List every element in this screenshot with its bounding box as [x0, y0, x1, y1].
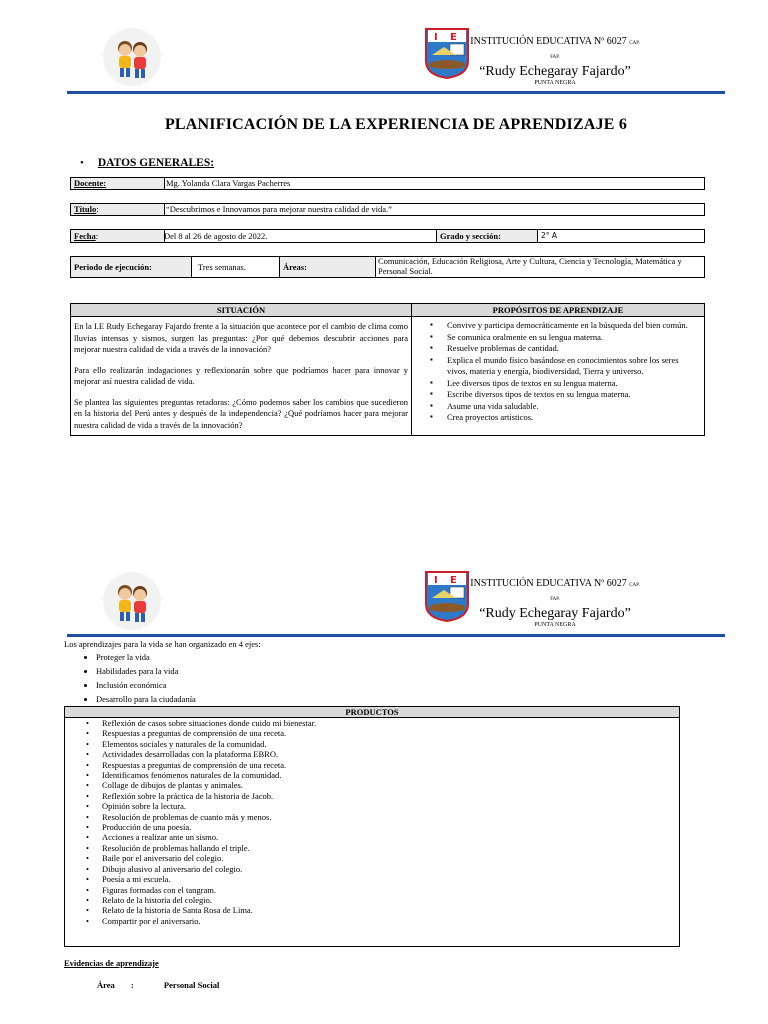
producto-item: • Elementos sociales y naturales de la comunidad.	[102, 739, 679, 749]
proposito-item: ▪ Escribe diversos tipos de textos en su lengua materna.	[447, 389, 701, 401]
school-header-text	[470, 578, 640, 629]
fecha-colon: :	[95, 231, 99, 241]
producto-item: • Respuestas a preguntas de comprensión de una receta.	[102, 760, 679, 770]
productos-header: PRODUCTOS	[65, 707, 679, 718]
productos-list	[65, 718, 679, 926]
situacion-paragraph: Se plantea las siguientes preguntas retadoras: ¿Cómo podemos saber los cambios que sucedieron en la historia del Perú antes y después de la independencia? ¿Qué podríamos hacer para mejorar nuestra calidad de vida a través de la innovación?	[74, 396, 408, 430]
svg-text:I: I	[434, 32, 438, 43]
producto-item: • Opinión sobre la lectura.	[102, 801, 679, 811]
evidencias-heading: Evidencias de aprendizaje	[64, 958, 159, 968]
producto-item: • Resolución de problemas hallando el triple.	[102, 843, 679, 853]
grado-label: Grado y sección:	[436, 230, 538, 242]
proposito-item: ▪ Se comunica oralmente en su lengua materna.	[447, 332, 701, 344]
docente-value: Mg. Yolanda Clara Vargas Pacherres	[166, 178, 291, 188]
datos-heading-text: DATOS GENERALES:	[97, 157, 215, 169]
docente-row	[70, 177, 705, 190]
ejes-section	[64, 638, 704, 706]
school-name: “Rudy Echegaray Fajardo”	[479, 64, 631, 79]
producto-item: • Compartir por el aniversario.	[102, 916, 679, 926]
ejes-intro: Los aprendizajes para la vida se han organizado en 4 ejes:	[64, 639, 261, 649]
school-name: “Rudy Echegaray Fajardo”	[479, 606, 631, 621]
titulo-label-cell	[71, 204, 165, 215]
eje-item: • Proteger la vida	[96, 650, 704, 664]
producto-item: • Poesía a mi escuela.	[102, 874, 679, 884]
proposito-item: ▪ Convive y participa democráticamente en la búsqueda del bien común.	[447, 320, 701, 332]
school-header-text	[470, 36, 640, 87]
eje-item: • Habilidades para la vida	[96, 664, 704, 678]
evidencias-area-row	[97, 980, 219, 990]
proposito-item: ▪ Lee diversos tipos de textos en su lengua materna.	[447, 378, 701, 390]
fecha-label-cell	[71, 230, 165, 242]
institution-line	[470, 578, 640, 606]
page-title: PLANIFICACIÓN DE LA EXPERIENCIA DE APRENDIZAJE 6	[164, 116, 628, 133]
proposito-item: ▪ Crea proyectos artísticos.	[447, 412, 701, 424]
situacion-table	[70, 303, 705, 436]
proposito-item: ▪ Resuelve problemas de cantidad.	[447, 343, 701, 355]
school-place: PUNTA NEGRA	[534, 622, 576, 628]
fecha-label: Fecha	[74, 231, 96, 241]
area-value: Personal Social	[163, 980, 220, 990]
institution-line	[470, 36, 640, 64]
producto-item: • Resolución de problemas de cuanto más y menos.	[102, 812, 679, 822]
svg-text:E: E	[450, 575, 457, 586]
producto-item: • Reflexión de casos sobre situaciones donde cuido mi bienestar.	[102, 718, 679, 728]
header-top	[0, 0, 768, 100]
kids-logo	[103, 572, 161, 630]
situacion-paragraph: En la I.E Rudy Echegaray Fajardo frente a la situación que acontece por el cambio de clima como lluvias intensas y sismos, surgen las preguntas: ¿Por qué debemos descubrir acciones para mejorar nuestra calidad de vida a través de la innovación?	[74, 321, 408, 354]
producto-item: • Identificamos fenómenos naturales de la comunidad.	[102, 770, 679, 780]
producto-item: • Reflexión sobre la práctica de la historia de Jacob.	[102, 791, 679, 801]
producto-item: • Actividades desarrolladas con la plataforma EBRO.	[102, 749, 679, 759]
area-colon: :	[130, 980, 134, 990]
school-place: PUNTA NEGRA	[534, 80, 576, 86]
eje-item: • Inclusión económica	[96, 678, 704, 692]
areas-label: Áreas:	[279, 257, 376, 277]
svg-text:E: E	[450, 32, 457, 43]
propositos-header: PROPÓSITOS DE APRENDIZAJE	[412, 304, 705, 317]
institution-suffix: CAP. FAP.	[550, 41, 640, 60]
situacion-header: SITUACIÓN	[71, 304, 412, 317]
institution-name: INSTITUCIÓN EDUCATIVA Nº 6027	[470, 36, 627, 47]
producto-item: • Acciones a realizar ante un sismo.	[102, 832, 679, 842]
producto-item: • Relato de la historia del colegio.	[102, 895, 679, 905]
titulo-value: “Descubrimos e Innovamos para mejorar nuestra calidad de vida.”	[166, 204, 392, 214]
svg-text:I: I	[434, 575, 438, 586]
area-label: Área	[97, 980, 115, 990]
situacion-paragraph: Para ello realizarán indagaciones y reflexionarán sobre que podríamos hacer para innovar y mejorar así nuestra calidad de vida.	[74, 364, 408, 386]
periodo-value: Tres semanas.	[198, 262, 246, 272]
kids-logo	[103, 28, 161, 86]
header-page2	[0, 562, 768, 642]
header-divider	[67, 634, 725, 637]
titulo-label: Título	[74, 204, 97, 214]
propositos-list	[415, 320, 701, 424]
datos-heading	[80, 153, 214, 171]
producto-item: • Dibujo alusivo al aniversario del colegio.	[102, 864, 679, 874]
areas-value: Comunicación, Educación Religiosa, Arte y Cultura, Ciencia y Tecnología, Matemática y Personal Social.	[378, 256, 682, 276]
producto-item: • Baile por el aniversario del colegio.	[102, 853, 679, 863]
producto-item: • Relato de la historia de Santa Rosa de Lima.	[102, 905, 679, 915]
proposito-item: ▪ Asume una vida saludable.	[447, 401, 701, 413]
producto-item: • Collage de dibujos de plantas y animales.	[102, 780, 679, 790]
producto-item: • Figuras formadas con el tangram.	[102, 885, 679, 895]
header-divider	[67, 91, 725, 94]
fecha-value: Del 8 al 26 de agosto de 2022.	[164, 231, 268, 241]
periodo-label: Periodo de ejecución:	[71, 257, 192, 277]
producto-item: • Producción de una poesía.	[102, 822, 679, 832]
proposito-item: ▪ Explica el mundo físico basándose en conocimientos sobre los seres vivos, materia y energía, biodiversidad, Tierra y universo.	[447, 355, 701, 378]
eje-item: • Desarrollo para la ciudadanía	[96, 692, 704, 706]
titulo-colon: :	[96, 204, 99, 214]
bullet: •	[80, 157, 84, 169]
institution-suffix: CAP. FAP.	[550, 583, 640, 602]
productos-box	[64, 706, 680, 947]
school-crest	[424, 570, 470, 622]
producto-item: • Respuestas a preguntas de comprensión de una receta.	[102, 728, 679, 738]
propositos-cell	[412, 317, 705, 436]
situacion-cell	[71, 317, 412, 436]
periodo-row	[70, 256, 705, 278]
grado-value: 2° A	[541, 231, 558, 240]
fecha-row	[70, 229, 705, 243]
docente-label: Docente:	[71, 178, 165, 189]
titulo-row	[70, 203, 705, 216]
school-crest	[424, 27, 470, 79]
ejes-list	[64, 650, 704, 706]
institution-name: INSTITUCIÓN EDUCATIVA Nº 6027	[470, 578, 627, 589]
